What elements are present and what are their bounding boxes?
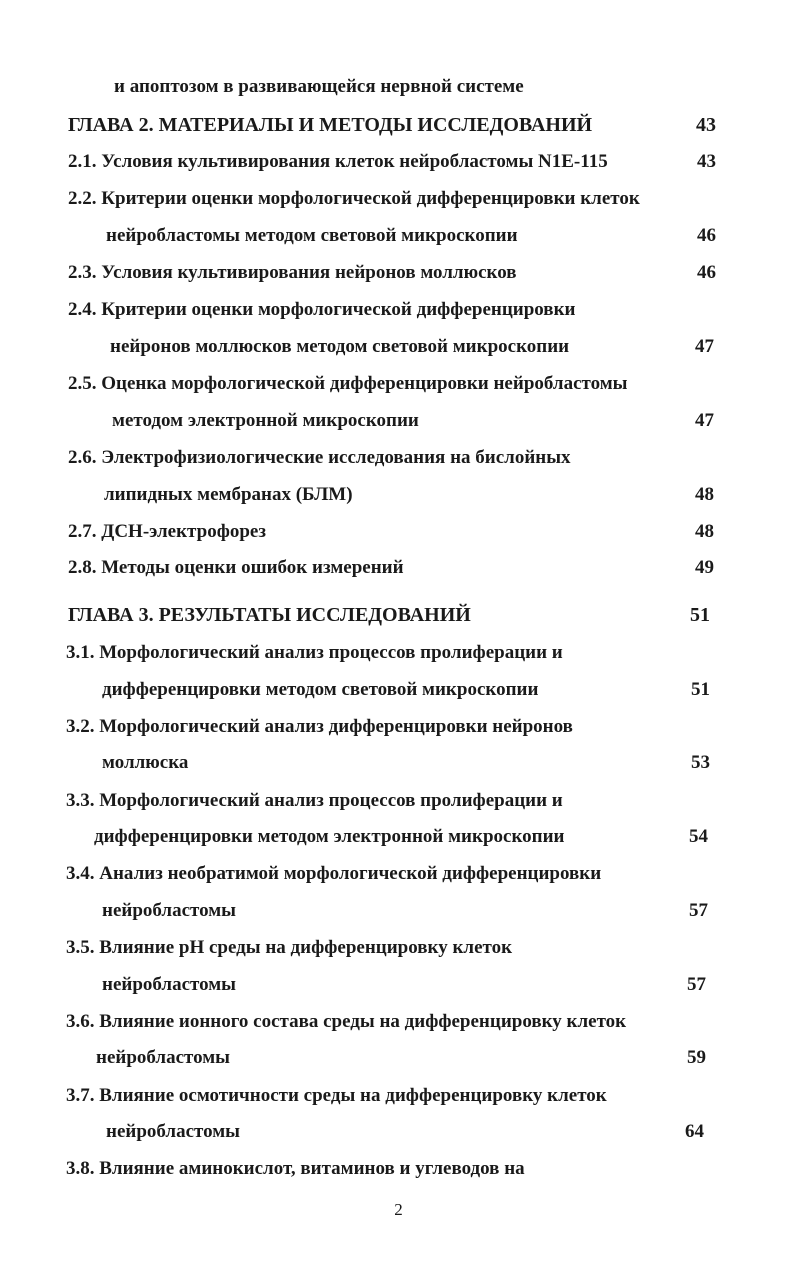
toc-entry-text: 3.5. Влияние pH среды на дифференцировку клеток: [66, 937, 513, 958]
toc-entry-2-6: [0, 443, 797, 473]
toc-page-number: 43: [697, 151, 716, 172]
toc-page-number: 46: [697, 225, 716, 246]
toc-entry-text: 2.1. Условия культивирования клеток нейробластомы N1E-115: [68, 151, 608, 172]
toc-entry-3-2: [0, 712, 797, 742]
toc-entry-text: нейробластомы методом световой микроскопии: [106, 225, 518, 246]
toc-entry-text: 2.7. ДСН-электрофорез: [68, 521, 266, 542]
toc-entry-3-3: [0, 786, 797, 816]
page-number-footer: 2: [394, 1200, 403, 1219]
toc-entry-text: 2.4. Критерии оценки морфологической дифференцировки: [68, 299, 576, 320]
toc-entry-text: 3.6. Влияние ионного состава среды на дифференцировку клеток: [66, 1011, 627, 1032]
chapter-page-number: 43: [696, 114, 716, 136]
toc-entry-text: 2.8. Методы оценки ошибок измерений: [68, 557, 404, 578]
toc-entry-2-4: [0, 295, 797, 325]
toc-page-number: 51: [691, 679, 710, 700]
toc-entry-2-7: [0, 517, 797, 547]
toc-page-number: 57: [689, 900, 708, 921]
toc-page-number: 46: [697, 262, 716, 283]
toc-entry-2-6-cont: [0, 480, 797, 510]
toc-entry-3-4-cont: [0, 896, 797, 926]
toc-entry-3-4: [0, 859, 797, 889]
toc-chapter-3: [0, 600, 797, 630]
toc-entry-text: нейробластомы: [106, 1121, 241, 1142]
toc-entry-3-7-cont: [0, 1117, 797, 1147]
toc-page-number: 48: [695, 484, 714, 505]
chapter-title: ГЛАВА 2. МАТЕРИАЛЫ И МЕТОДЫ ИССЛЕДОВАНИЙ: [68, 114, 593, 136]
toc-continued-line: [0, 72, 797, 102]
toc-entry-text: 3.2. Морфологический анализ дифференцировки нейронов: [66, 716, 573, 737]
toc-entry-3-2-cont: [0, 748, 797, 778]
toc-entry-text: 2.5. Оценка морфологической дифференцировки нейробластомы: [68, 373, 628, 394]
toc-page-number: 64: [685, 1121, 704, 1142]
toc-entry-text: нейронов моллюсков методом световой микроскопии: [110, 336, 570, 357]
toc-page-number: 49: [695, 557, 714, 578]
toc-page-number: 54: [689, 826, 708, 847]
toc-entry-2-1: [0, 147, 797, 177]
toc-page-number: 47: [695, 336, 714, 357]
toc-entry-3-1: [0, 638, 797, 668]
toc-entry-text: 2.2. Критерии оценки морфологической дифференцировки клеток: [68, 188, 640, 209]
toc-entry-text: моллюска: [102, 752, 189, 773]
toc-entry-3-8: [0, 1154, 797, 1184]
toc-entry-2-4-cont: [0, 332, 797, 362]
chapter-title: ГЛАВА 3. РЕЗУЛЬТАТЫ ИССЛЕДОВАНИЙ: [68, 604, 471, 626]
chapter-page-number: 51: [690, 604, 710, 626]
toc-entry-text: нейробластомы: [96, 1047, 231, 1068]
toc-entry-text: дифференцировки методом электронной микроскопии: [94, 826, 565, 847]
toc-entry-text: методом электронной микроскопии: [112, 410, 419, 431]
toc-entry-3-6-cont: [0, 1043, 797, 1073]
toc-entry-text: нейробластомы: [102, 900, 237, 921]
toc-page-number: 48: [695, 521, 714, 542]
toc-entry-2-3: [0, 258, 797, 288]
toc-entry-text: 2.6. Электрофизиологические исследования на бислойных: [68, 447, 571, 468]
toc-entry-3-3-cont: [0, 822, 797, 852]
toc-entry-text: и апоптозом в развивающейся нервной системе: [114, 76, 524, 97]
toc-entry-text: 3.4. Анализ необратимой морфологической дифференцировки: [66, 863, 602, 884]
toc-page-number: 53: [691, 752, 710, 773]
toc-page-number: 59: [687, 1047, 706, 1068]
toc-entry-text: 3.7. Влияние осмотичности среды на дифференцировку клеток: [66, 1085, 607, 1106]
toc-chapter-2: [0, 110, 797, 140]
toc-entry-3-6: [0, 1007, 797, 1037]
toc-entry-text: липидных мембранах (БЛМ): [104, 484, 353, 505]
toc-entry-2-5-cont: [0, 406, 797, 436]
toc-entry-text: 2.3. Условия культивирования нейронов моллюсков: [68, 262, 517, 283]
toc-entry-2-5: [0, 369, 797, 399]
toc-entry-2-2-cont: [0, 221, 797, 251]
toc-entry-text: нейробластомы: [102, 974, 237, 995]
toc-entry-3-5: [0, 933, 797, 963]
toc-entry-text: 3.3. Морфологический анализ процессов пролиферации и: [66, 790, 563, 811]
toc-entry-2-8: [0, 553, 797, 583]
toc-entry-3-7: [0, 1081, 797, 1111]
toc-page-number: 47: [695, 410, 714, 431]
toc-entry-text: 3.8. Влияние аминокислот, витаминов и углеводов на: [66, 1158, 525, 1179]
toc-entry-2-2: [0, 184, 797, 214]
toc-entry-3-1-cont: [0, 675, 797, 705]
toc-entry-text: дифференцировки методом световой микроскопии: [102, 679, 539, 700]
toc-entry-3-5-cont: [0, 970, 797, 1000]
toc-page-number: 57: [687, 974, 706, 995]
toc-entry-text: 3.1. Морфологический анализ процессов пролиферации и: [66, 642, 563, 663]
